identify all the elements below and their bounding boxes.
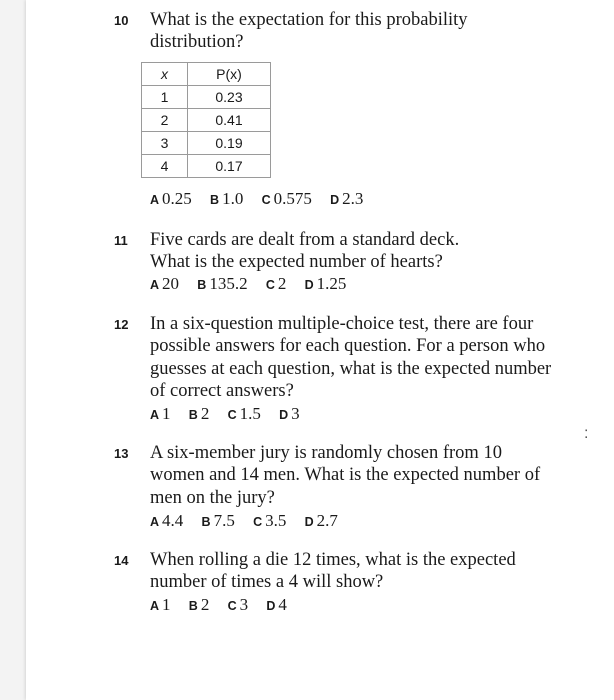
column-header-x: x (142, 63, 188, 86)
option-letter: B (197, 278, 207, 292)
option-letter: A (150, 193, 160, 207)
table-header-row (142, 63, 271, 86)
question-text: What is the expectation for this probability distribution? (150, 10, 468, 53)
edge-mark: : (584, 425, 589, 442)
option-letter: C (261, 193, 271, 207)
answer-options (150, 189, 377, 210)
question-number: 13 (114, 446, 129, 461)
option-c[interactable] (228, 595, 249, 616)
option-letter: B (188, 599, 198, 613)
option-a[interactable] (150, 595, 171, 616)
question-text: In a six-question multiple-choice test, there are four possible answers for each question. For a person who guesses at each question, what is the expected number of correct answers? (150, 314, 552, 401)
option-value: 1.25 (316, 274, 347, 293)
option-letter: D (304, 515, 314, 529)
option-d[interactable] (305, 274, 347, 295)
table-row (142, 86, 271, 109)
option-letter: A (150, 515, 160, 529)
table-cell-x: 3 (142, 132, 188, 155)
option-value: 3 (291, 404, 300, 423)
option-d[interactable] (266, 595, 287, 616)
option-value: 135.2 (209, 274, 248, 293)
option-value: 1 (162, 595, 171, 614)
worksheet-page (26, 0, 614, 700)
option-value: 0.25 (162, 189, 192, 208)
option-letter: C (227, 599, 237, 613)
answer-options (150, 595, 301, 616)
option-value: 4 (278, 595, 287, 614)
option-a[interactable] (150, 189, 192, 210)
option-value: 4.4 (162, 511, 184, 530)
option-letter: D (279, 408, 289, 422)
table-cell-px: 0.23 (188, 86, 271, 109)
table-cell-px: 0.19 (188, 132, 271, 155)
option-value: 2.3 (342, 189, 364, 208)
option-letter: C (253, 515, 263, 529)
option-value: 1 (162, 404, 171, 423)
option-value: 2.7 (316, 511, 338, 530)
option-value: 20 (162, 274, 180, 293)
option-d[interactable] (330, 189, 363, 210)
answer-options (150, 274, 360, 295)
option-b[interactable] (202, 511, 235, 532)
option-letter: B (210, 193, 220, 207)
option-a[interactable] (150, 511, 183, 532)
option-letter: C (227, 408, 237, 422)
question-number: 14 (114, 553, 129, 568)
question-number: 10 (114, 13, 129, 28)
option-b[interactable] (197, 274, 247, 295)
option-letter: D (330, 193, 340, 207)
option-c[interactable] (253, 511, 286, 532)
answer-options (150, 404, 314, 425)
option-letter: B (201, 515, 211, 529)
option-c[interactable] (266, 274, 287, 295)
option-b[interactable] (189, 404, 210, 425)
option-value: 0.575 (273, 189, 312, 208)
option-letter: D (304, 278, 314, 292)
option-letter: A (150, 278, 160, 292)
option-b[interactable] (210, 189, 243, 210)
option-value: 3 (239, 595, 249, 614)
option-value: 2 (200, 595, 210, 614)
probability-table (141, 62, 271, 178)
question-text: Five cards are dealt from a standard deck. What is the expected number of hearts? (150, 230, 460, 273)
table-row (142, 109, 271, 132)
table-row (142, 155, 271, 178)
option-a[interactable] (150, 404, 171, 425)
option-letter: A (150, 408, 160, 422)
table-cell-px: 0.17 (188, 155, 271, 178)
option-c[interactable] (262, 189, 312, 210)
table-cell-px: 0.41 (188, 109, 271, 132)
question-text: When rolling a die 12 times, what is the expected number of times a 4 will show? (150, 550, 516, 593)
option-letter: B (188, 408, 198, 422)
table-row (142, 132, 271, 155)
table-cell-x: 4 (142, 155, 188, 178)
answer-options (150, 511, 352, 532)
option-d[interactable] (279, 404, 300, 425)
option-letter: A (150, 599, 160, 613)
option-value: 7.5 (213, 511, 235, 530)
option-value: 2 (277, 274, 287, 293)
option-b[interactable] (189, 595, 210, 616)
table-cell-x: 1 (142, 86, 188, 109)
table-cell-x: 2 (142, 109, 188, 132)
column-header-px: P(x) (188, 63, 271, 86)
question-number: 12 (114, 317, 129, 332)
question-text: A six-member jury is randomly chosen from 10 women and 14 men. What is the expected number of men on the jury? (150, 443, 541, 508)
option-value: 2 (200, 404, 210, 423)
question-number: 11 (114, 233, 128, 248)
option-d[interactable] (305, 511, 338, 532)
option-a[interactable] (150, 274, 179, 295)
option-letter: D (266, 599, 276, 613)
option-value: 1.0 (222, 189, 244, 208)
option-c[interactable] (228, 404, 261, 425)
option-value: 1.5 (239, 404, 261, 423)
option-letter: C (265, 278, 275, 292)
option-value: 3.5 (265, 511, 287, 530)
